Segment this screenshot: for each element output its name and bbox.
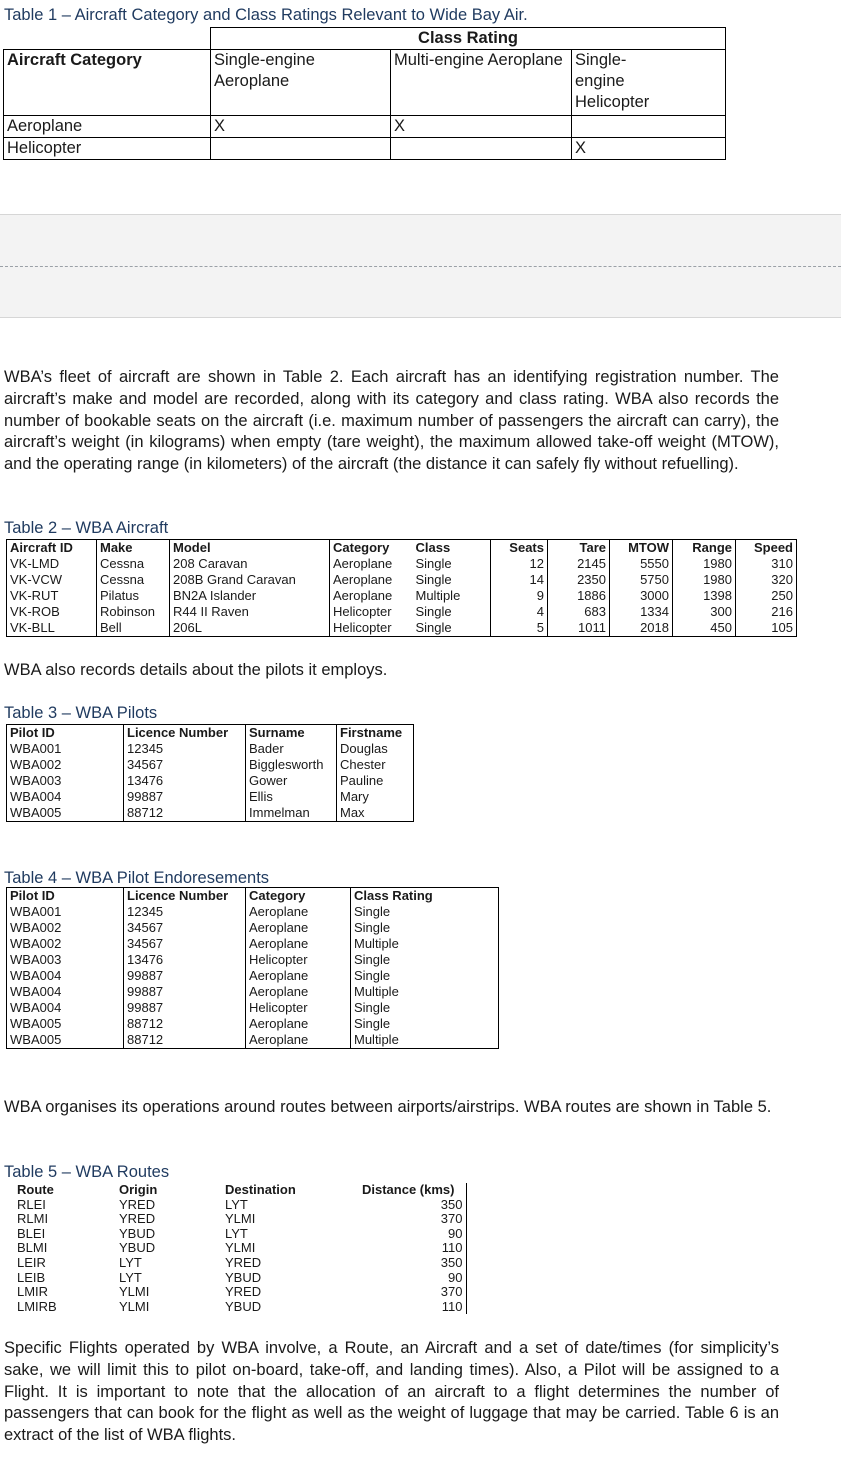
table-row [7,920,499,936]
table-cell: 13476 [124,773,246,789]
table1-caption: Table 1 – Aircraft Category and Class Ratings Relevant to Wide Bay Air. [4,6,528,24]
table-row [7,904,499,920]
table-cell: 320 [771,572,793,587]
table-row [7,789,414,805]
table-cell: R44 II Raven [170,604,330,620]
table-cell: WBA004 [7,984,124,1000]
table-cell: Aeroplane [246,1032,351,1049]
table-cell: WBA004 [7,968,124,984]
table-cell: 3000 [610,588,673,604]
table-cell: LYT [119,1270,142,1285]
table5 [14,1183,467,1314]
table-cell: 5 [491,620,548,637]
table-cell: 2145 [548,556,610,572]
table-cell: BN2A Islander [170,588,330,604]
table-cell: 105 [771,620,793,635]
table-cell: WBA005 [7,1016,124,1032]
table-cell: 99887 [124,789,246,805]
table-cell: Cessna [97,556,170,572]
table-cell: YBUD [225,1299,262,1314]
table-cell: 34567 [124,936,246,952]
table-cell: 208B Grand Caravan [170,572,330,588]
table4 [6,887,499,1049]
table-cell: WBA005 [7,805,124,822]
table-row [14,1227,466,1242]
col-single-engine-aeroplane: Single-engine Aeroplane [211,50,391,116]
table-cell: 1980 [673,572,736,588]
table-cell: LEIR [17,1255,46,1270]
table-cell: 1011 [548,620,610,637]
table-row [7,556,797,572]
table-cell: 99887 [124,968,246,984]
table-cell: 4 [491,604,548,620]
table-cell: 88712 [124,1016,246,1032]
table-cell: 12345 [124,904,246,920]
table-cell: RLEI [17,1197,46,1212]
table-row [7,773,414,789]
table-row: Helicopter X [4,138,726,160]
table-cell: Aeroplane [246,920,351,936]
table-cell: 206L [170,620,330,637]
table-cell: YLMI [225,1241,256,1256]
table-cell: Multiple [413,588,491,604]
table-cell: Bader [246,741,337,757]
table-cell: Aeroplane [246,984,351,1000]
table-row [7,984,499,1000]
table-row [14,1241,466,1256]
table-cell: Single [413,604,491,620]
table-cell: 5750 [610,572,673,588]
table-row [7,952,499,968]
table-cell: Bell [97,620,170,637]
table-cell: WBA001 [7,741,124,757]
table-cell: Aeroplane [333,572,393,587]
table-cell: WBA002 [7,920,124,936]
table-cell: 300 [673,604,736,620]
table-cell: 310 [771,556,793,571]
table-cell: BLEI [17,1226,46,1241]
table-row [7,620,797,637]
table-cell: YBUD [119,1226,156,1241]
table-cell: 1398 [673,588,736,604]
table-header-row: Aircraft ID Make Model Category Class Seats Tare MTOW Range Speed [7,540,797,557]
table-cell: LYT [225,1197,248,1212]
table-cell: BLMI [17,1241,48,1256]
table-cell: Douglas [340,741,388,756]
table-cell: Multiple [354,1032,399,1047]
table-cell: 88712 [124,1032,246,1049]
table-cell: 250 [771,588,793,603]
table1 [3,27,726,160]
col-multi-engine-aeroplane: Multi-engine Aeroplane [391,50,572,116]
table-cell: YLMI [119,1299,150,1314]
class-rating-header: Class Rating [211,28,726,50]
table-cell: YLMI [119,1285,150,1300]
table-cell: Helicopter [333,604,392,619]
table-row [7,741,414,757]
table-row [7,968,499,984]
table-cell: LMIR [17,1285,49,1300]
table-cell: Bigglesworth [246,757,337,773]
table-cell: VK-VCW [7,572,97,588]
table-row [7,604,797,620]
table-cell: 88712 [124,805,246,822]
paragraph-fleet: WBA’s fleet of aircraft are shown in Table 2. Each aircraft has an identifying registration number. The aircraft’s make and model are recorded, along with its category and class rating. WBA also records the number of bookable seats on the aircraft (i.e. maximum number of passengers the aircraft can carry), the aircraft’s weight (in kilograms) when empty (tare weight), the maximum allowed take-off weight (MTOW), and the operating range (in kilometers) of the aircraft (the distance it can safely fly without refuelling). [4,368,779,474]
table-cell: YRED [119,1197,156,1212]
table-cell: 110 [359,1241,466,1256]
table-cell: 5550 [610,556,673,572]
table-cell: VK-RUT [7,588,97,604]
table-header-row: Route Origin Destination Distance (kms) [14,1183,466,1198]
table-cell: 1980 [673,556,736,572]
table-cell: Single [413,572,491,588]
table-cell: YLMI [225,1212,256,1227]
paragraph-pilots: WBA also records details about the pilots it employs. [4,661,388,679]
table-cell: 2018 [610,620,673,637]
table-cell: YBUD [225,1270,262,1285]
table-cell: 90 [359,1227,466,1242]
table-cell: Single [354,1000,391,1015]
dashed-separator [0,266,841,267]
table-cell: Aeroplane [246,968,351,984]
table-cell: LYT [119,1255,142,1270]
table-header-row: Pilot ID Licence Number Surname Firstname [7,725,414,742]
table-row [14,1212,466,1227]
table-cell: YRED [225,1285,262,1300]
table-row [7,1000,499,1016]
table-cell: Max [340,805,365,820]
table-cell: Single [413,620,491,637]
table-cell: 9 [491,588,548,604]
table-cell: Helicopter [246,1000,351,1016]
table-cell: 13476 [124,952,246,968]
table-row: Aeroplane X X [4,116,726,138]
table-cell: 2350 [548,572,610,588]
table-cell: 110 [359,1300,466,1315]
table-cell: Helicopter [246,952,351,968]
table4-caption: Table 4 – WBA Pilot Endoresements [4,869,270,887]
table-cell: Ellis [246,789,337,805]
table2 [6,539,797,637]
table-cell: Single [354,1016,391,1031]
table-cell: WBA004 [7,1000,124,1016]
table-cell: Aeroplane [246,936,351,952]
table3 [6,724,414,822]
table-cell: Single [354,920,391,935]
table-cell: 208 Caravan [170,556,330,572]
table-cell: Mary [340,789,369,804]
table-row [14,1300,466,1315]
table-cell: Immelman [246,805,337,822]
table-cell: RLMI [17,1212,49,1227]
table-cell: Gower [246,773,337,789]
table-cell: Aeroplane [246,904,351,920]
table-cell: 14 [491,572,548,588]
table-cell: 1886 [548,588,610,604]
table-cell: Aeroplane [333,588,393,603]
table-cell: VK-BLL [7,620,97,637]
table3-caption: Table 3 – WBA Pilots [4,704,158,722]
table-cell: 370 [359,1212,466,1227]
table-cell: Cessna [97,572,170,588]
table-cell: Chester [340,757,386,772]
table-cell: 12345 [124,741,246,757]
table-cell: WBA003 [7,952,124,968]
table-cell: WBA002 [7,757,124,773]
table-cell: 1334 [610,604,673,620]
table-row [14,1198,466,1213]
table-row [7,1016,499,1032]
table-cell: LYT [225,1226,248,1241]
col-aircraft-category: Aircraft Category [4,50,211,116]
table-row [14,1271,466,1286]
table-cell: Aeroplane [246,1016,351,1032]
table-cell: 12 [491,556,548,572]
table-cell: Multiple [354,984,399,999]
paragraph-routes: WBA organises its operations around routes between airports/airstrips. WBA routes are shown in Table 5. [4,1098,772,1116]
paragraph-flights: Specific Flights operated by WBA involve, a Route, an Aircraft and a set of date/times (for simplicity’s sake, we will limit this to pilot on-board, take-off, and landing times). Also, a Pilot will be assigned to a Flight. It is important to note that the allocation of an aircraft to a flight determines the number of passengers that can book for the flight as well as the weight of luggage that may be carried. Table 6 is an extract of the list of WBA flights. [4,1339,779,1445]
table-row [7,805,414,822]
table-cell: 99887 [124,984,246,1000]
table-cell: 350 [359,1256,466,1271]
table-cell: LMIRB [17,1299,57,1314]
table-cell: YRED [119,1212,156,1227]
table-row [7,936,499,952]
table-cell: 34567 [124,920,246,936]
table5-caption: Table 5 – WBA Routes [4,1163,170,1181]
page-break-band [0,214,841,318]
table-row [14,1285,466,1300]
table-cell: Aeroplane [333,556,393,571]
table-cell: Pauline [340,773,384,788]
table-cell: 450 [673,620,736,637]
table-cell: VK-ROB [7,604,97,620]
table-cell: 683 [548,604,610,620]
table-cell: VK-LMD [7,556,97,572]
table-cell: WBA002 [7,936,124,952]
table-cell: Helicopter [333,620,392,635]
table-cell: WBA005 [7,1032,124,1049]
table-cell: Robinson [97,604,170,620]
table-cell: LEIB [17,1270,46,1285]
table-row [7,757,414,773]
table-cell: Pilatus [97,588,170,604]
table-header-row: Pilot ID Licence Number Category Class Rating [7,888,499,905]
table-cell: 34567 [124,757,246,773]
table-cell: 90 [359,1271,466,1286]
table-cell: YBUD [119,1241,156,1256]
table-cell: Multiple [354,936,399,951]
table2-caption: Table 2 – WBA Aircraft [4,519,169,537]
table-row [7,588,797,604]
table-cell: 350 [359,1198,466,1213]
table-cell: Single [354,968,391,983]
table-cell: Single [413,556,491,572]
table-cell: WBA003 [7,773,124,789]
table-row [7,1032,499,1049]
table-cell: WBA001 [7,904,124,920]
table-cell: 216 [771,604,793,619]
table-cell: Single [354,952,391,967]
table-cell: 99887 [124,1000,246,1016]
table-cell: YRED [225,1255,262,1270]
table-cell: 370 [359,1285,466,1300]
table-row [14,1256,466,1271]
table-cell: WBA004 [7,789,124,805]
col-single-engine-helicopter: Single- engine Helicopter [572,50,726,116]
table-cell: Single [354,904,391,919]
table-row [7,572,797,588]
